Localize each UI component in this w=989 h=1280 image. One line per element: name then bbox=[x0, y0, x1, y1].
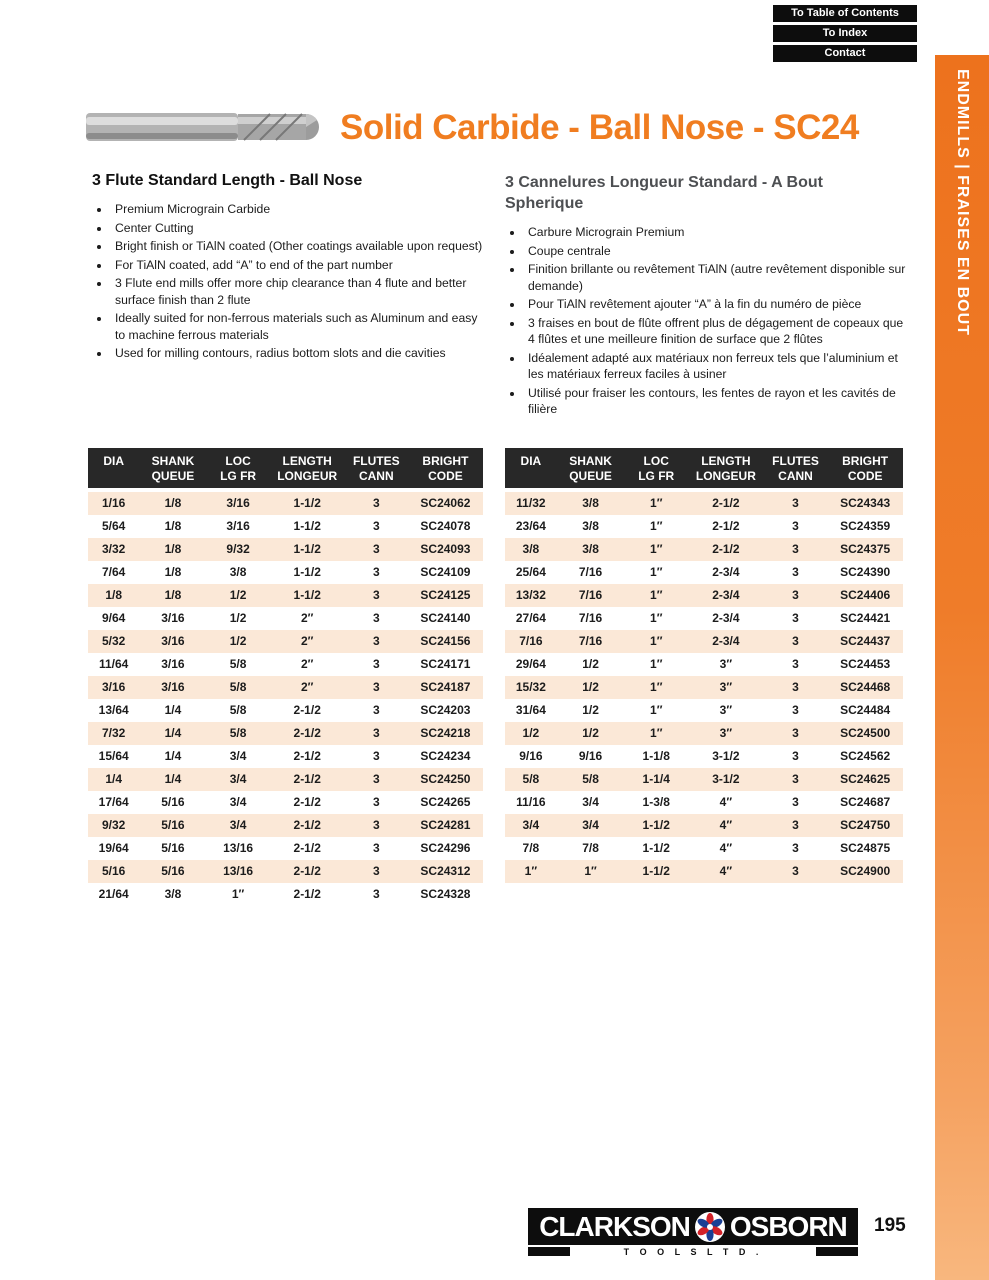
spec-table-left bbox=[88, 448, 483, 906]
table-cell: 7/16 bbox=[578, 611, 603, 625]
table-cell: SC24234 bbox=[420, 749, 471, 763]
table-cell: 1/8 bbox=[164, 496, 182, 510]
table-cell: 27/64 bbox=[515, 611, 546, 625]
table-cell: 4″ bbox=[719, 864, 733, 878]
table-cell: 1/2 bbox=[582, 703, 599, 717]
table-cell: 3 bbox=[372, 496, 380, 510]
table-cell: 1/8 bbox=[105, 588, 123, 602]
table-cell: 1/4 bbox=[164, 726, 182, 740]
table-cell: SC24359 bbox=[840, 519, 891, 533]
table-cell: 2″ bbox=[300, 634, 314, 648]
bullet-item: • Ideally suited for non-ferrous materials such as Aluminum and easy to machine ferrous materials bbox=[111, 310, 484, 343]
table-cell: 1″ bbox=[650, 565, 663, 579]
table-cell: SC24062 bbox=[420, 496, 471, 510]
table-cell: 2-1/2 bbox=[293, 726, 321, 740]
table-cell: SC24125 bbox=[420, 588, 471, 602]
table-cell: 1/2 bbox=[582, 726, 599, 740]
table-row bbox=[505, 722, 903, 745]
table-cell: SC24281 bbox=[420, 818, 471, 832]
table-cell: 5/16 bbox=[161, 795, 185, 809]
table-cell: SC24625 bbox=[840, 772, 891, 786]
table-row bbox=[505, 538, 903, 561]
table-row bbox=[505, 607, 903, 630]
table-cell: 2″ bbox=[300, 680, 314, 694]
table-cell: SC24375 bbox=[840, 542, 891, 556]
table-row bbox=[505, 492, 903, 515]
table-row bbox=[88, 630, 483, 653]
brand-logo-subline bbox=[528, 1245, 858, 1258]
pinwheel-logo-icon bbox=[694, 1211, 726, 1243]
table-row bbox=[88, 653, 483, 676]
table-cell: 1/4 bbox=[164, 703, 182, 717]
table-cell: 9/16 bbox=[519, 749, 543, 763]
table-cell: 1″ bbox=[584, 864, 597, 878]
table-cell: 2-3/4 bbox=[712, 634, 740, 648]
table-cell: 3/4 bbox=[229, 818, 247, 832]
table-row bbox=[88, 515, 483, 538]
table-cell: 4″ bbox=[719, 795, 733, 809]
table-cell: 11/64 bbox=[98, 657, 129, 671]
table-cell: 3 bbox=[792, 496, 799, 510]
table-cell: 3 bbox=[792, 726, 799, 740]
table-cell: 31/64 bbox=[515, 703, 546, 717]
table-cell: 3 bbox=[792, 565, 799, 579]
table-cell: 3″ bbox=[719, 657, 733, 671]
table-row bbox=[505, 837, 903, 860]
table-cell: 5/16 bbox=[101, 864, 126, 878]
table-row bbox=[88, 561, 483, 584]
table-header-row bbox=[505, 448, 903, 488]
table-cell: 3 bbox=[372, 519, 380, 533]
table-cell: 3/4 bbox=[229, 749, 247, 763]
table-cell: 1-1/8 bbox=[642, 749, 670, 763]
table-cell: 1-1/2 bbox=[293, 519, 321, 533]
table-cell: SC24203 bbox=[420, 703, 471, 717]
table-cell: 3/8 bbox=[522, 542, 540, 556]
table-cell: SC24437 bbox=[840, 634, 891, 648]
endmill-image bbox=[84, 100, 332, 156]
column-header: BRIGHT CODE bbox=[842, 454, 889, 483]
logo-end-cap-left bbox=[528, 1247, 570, 1256]
table-cell: SC24218 bbox=[420, 726, 471, 740]
table-cell: SC24296 bbox=[420, 841, 471, 855]
table-cell: 1″ bbox=[231, 887, 245, 901]
table-cell: 1/4 bbox=[164, 749, 182, 763]
table-row bbox=[88, 745, 483, 768]
table-cell: 3 bbox=[792, 519, 799, 533]
table-cell: 1″ bbox=[650, 588, 663, 602]
table-row bbox=[88, 676, 483, 699]
table-cell: 2-1/2 bbox=[293, 772, 321, 786]
table-cell: 1-1/2 bbox=[642, 841, 670, 855]
table-row bbox=[88, 883, 483, 906]
table-cell: 5/8 bbox=[229, 680, 247, 694]
table-row bbox=[88, 722, 483, 745]
nav-buttons bbox=[773, 5, 917, 65]
table-cell: 3/16 bbox=[161, 680, 185, 694]
contact-button[interactable]: Contact bbox=[773, 45, 917, 62]
table-cell: 1″ bbox=[650, 542, 663, 556]
brand-tools-ltd-label: T O O L S L T D . bbox=[623, 1246, 763, 1257]
table-cell: 1″ bbox=[650, 634, 663, 648]
table-cell: 3 bbox=[372, 795, 380, 809]
table-cell: 7/64 bbox=[101, 565, 126, 579]
table-cell: 3 bbox=[372, 634, 380, 648]
table-cell: 4″ bbox=[719, 841, 733, 855]
table-cell: 1″ bbox=[650, 657, 663, 671]
table-cell: SC24750 bbox=[840, 818, 891, 832]
table-cell: 11/16 bbox=[516, 795, 546, 809]
spec-table-right bbox=[505, 448, 903, 883]
english-section-heading: 3 Flute Standard Length - Ball Nose bbox=[92, 172, 363, 189]
table-cell: 7/16 bbox=[578, 588, 603, 602]
table-cell: 3 bbox=[792, 749, 799, 763]
table-cell: 3 bbox=[372, 749, 380, 763]
table-cell: SC24875 bbox=[840, 841, 891, 855]
table-cell: 1/16 bbox=[101, 496, 126, 510]
page-number: 195 bbox=[874, 1215, 906, 1236]
table-cell: SC24421 bbox=[840, 611, 891, 625]
table-cell: 7/16 bbox=[519, 634, 543, 648]
table-cell: 3/4 bbox=[582, 795, 599, 809]
bullet-item: • Premium Micrograin Carbide bbox=[111, 201, 484, 218]
table-row bbox=[88, 584, 483, 607]
table-cell: 1-1/2 bbox=[293, 565, 321, 579]
column-header: SHANK QUEUE bbox=[569, 454, 612, 483]
table-cell: 29/64 bbox=[515, 657, 546, 671]
table-row bbox=[88, 814, 483, 837]
table-cell: 7/16 bbox=[578, 565, 603, 579]
table-cell: 3/8 bbox=[582, 542, 599, 556]
table-row bbox=[505, 860, 903, 883]
table-cell: 3″ bbox=[719, 726, 733, 740]
table-cell: 1″ bbox=[650, 611, 663, 625]
table-cell: 2-1/2 bbox=[293, 703, 321, 717]
table-cell: 13/16 bbox=[223, 864, 254, 878]
table-cell: 3/16 bbox=[226, 519, 250, 533]
section-side-tab-label: ENDMILLS | FRAISES EN BOUT bbox=[954, 69, 971, 336]
table-cell: 1-1/2 bbox=[642, 864, 670, 878]
table-cell: 1/8 bbox=[164, 519, 182, 533]
brand-logo bbox=[528, 1208, 858, 1258]
table-cell: SC24468 bbox=[840, 680, 891, 694]
bullet-item: • Utilisé pour fraiser les contours, les fentes de rayon et les cavités de filière bbox=[524, 385, 907, 418]
table-cell: SC24187 bbox=[420, 680, 471, 694]
table-cell: 1/8 bbox=[164, 588, 182, 602]
table-cell: SC24250 bbox=[420, 772, 471, 786]
table-header-row bbox=[88, 448, 483, 488]
table-cell: 23/64 bbox=[515, 519, 546, 533]
table-cell: 1-1/2 bbox=[642, 818, 670, 832]
table-cell: 3/32 bbox=[101, 542, 126, 556]
table-cell: 7/16 bbox=[578, 634, 603, 648]
table-cell: 1/8 bbox=[164, 565, 182, 579]
table-cell: 1/2 bbox=[582, 657, 599, 671]
column-header: LENGTH LONGEUR bbox=[695, 454, 756, 483]
table-cell: 3/16 bbox=[226, 496, 250, 510]
table-body bbox=[88, 492, 483, 906]
table-cell: SC24484 bbox=[840, 703, 891, 717]
table-cell: 2″ bbox=[300, 611, 314, 625]
table-cell: 1″ bbox=[650, 680, 663, 694]
table-cell: SC24265 bbox=[420, 795, 471, 809]
table-cell: 5/8 bbox=[229, 657, 247, 671]
table-cell: 3/16 bbox=[161, 634, 185, 648]
table-row bbox=[505, 561, 903, 584]
table-cell: SC24171 bbox=[420, 657, 471, 671]
table-cell: 3 bbox=[792, 772, 799, 786]
table-cell: 3 bbox=[372, 657, 380, 671]
table-row bbox=[88, 699, 483, 722]
table-row bbox=[505, 699, 903, 722]
table-cell: 4″ bbox=[719, 818, 733, 832]
table-cell: SC24328 bbox=[420, 887, 471, 901]
french-section-heading: 3 Cannelures Longueur Standard - A Bout Spherique bbox=[505, 174, 823, 212]
table-row bbox=[88, 860, 483, 883]
table-cell: 15/64 bbox=[98, 749, 129, 763]
table-cell: 2-3/4 bbox=[712, 611, 740, 625]
table-cell: 3 bbox=[792, 657, 799, 671]
english-bullet-list bbox=[96, 201, 484, 364]
table-cell: 3/8 bbox=[582, 519, 599, 533]
table-cell: SC24390 bbox=[840, 565, 891, 579]
table-cell: 5/8 bbox=[582, 772, 599, 786]
table-cell: 17/64 bbox=[98, 795, 129, 809]
table-cell: 3/4 bbox=[582, 818, 599, 832]
table-cell: 3/4 bbox=[229, 795, 247, 809]
table-cell: 3/8 bbox=[582, 496, 599, 510]
to-index-button[interactable]: To Index bbox=[773, 25, 917, 42]
table-cell: 2-3/4 bbox=[712, 588, 740, 602]
table-cell: 3-1/2 bbox=[712, 772, 740, 786]
table-cell: 5/16 bbox=[161, 818, 185, 832]
table-cell: 3 bbox=[372, 864, 380, 878]
table-row bbox=[505, 676, 903, 699]
table-cell: 5/64 bbox=[101, 519, 126, 533]
table-cell: 2-1/2 bbox=[712, 519, 740, 533]
table-cell: 1-1/2 bbox=[293, 542, 321, 556]
table-cell: 3 bbox=[372, 818, 380, 832]
table-cell: SC24109 bbox=[420, 565, 471, 579]
table-cell: 2-1/2 bbox=[712, 542, 740, 556]
table-cell: 9/32 bbox=[226, 542, 250, 556]
table-cell: 1/4 bbox=[164, 772, 182, 786]
table-cell: 2-1/2 bbox=[712, 496, 740, 510]
table-row bbox=[88, 492, 483, 515]
table-cell: 3/16 bbox=[161, 657, 185, 671]
table-cell: 2-1/2 bbox=[293, 841, 321, 855]
table-cell: 3/16 bbox=[101, 680, 126, 694]
table-row bbox=[505, 745, 903, 768]
table-cell: 25/64 bbox=[515, 565, 546, 579]
table-cell: 3″ bbox=[719, 680, 733, 694]
table-cell: 2-1/2 bbox=[293, 887, 321, 901]
table-cell: 1″ bbox=[650, 726, 663, 740]
bullet-item: • Finition brillante ou revêtement TiAlN (autre revêtement disponible sur demande) bbox=[524, 261, 907, 294]
table-cell: 1/8 bbox=[164, 542, 182, 556]
table-cell: SC24900 bbox=[840, 864, 891, 878]
table-cell: 9/64 bbox=[101, 611, 126, 625]
table-cell: 21/64 bbox=[98, 887, 129, 901]
table-cell: SC24312 bbox=[420, 864, 471, 878]
table-cell: 3 bbox=[372, 887, 380, 901]
table-cell: SC24453 bbox=[840, 657, 891, 671]
table-cell: 3/8 bbox=[229, 565, 247, 579]
table-cell: 1-1/4 bbox=[642, 772, 670, 786]
page-title: Solid Carbide - Ball Nose - SC24 bbox=[340, 108, 859, 147]
table-cell: 3/4 bbox=[522, 818, 540, 832]
table-cell: 3 bbox=[372, 703, 380, 717]
table-cell: 3 bbox=[372, 841, 380, 855]
table-row bbox=[88, 791, 483, 814]
table-cell: 1″ bbox=[650, 519, 663, 533]
table-cell: 1″ bbox=[650, 496, 663, 510]
table-cell: SC24406 bbox=[840, 588, 891, 602]
table-cell: 3-1/2 bbox=[712, 749, 740, 763]
table-body bbox=[505, 492, 903, 883]
table-cell: 3 bbox=[372, 588, 380, 602]
column-header: DIA bbox=[520, 454, 542, 468]
table-row bbox=[88, 538, 483, 561]
table-cell: 5/8 bbox=[522, 772, 540, 786]
table-cell: SC24156 bbox=[420, 634, 471, 648]
table-cell: 1″ bbox=[524, 864, 538, 878]
table-cell: 11/32 bbox=[516, 496, 546, 510]
table-cell: 3 bbox=[792, 680, 799, 694]
column-header: SHANK QUEUE bbox=[151, 454, 195, 483]
table-cell: 1/2 bbox=[522, 726, 540, 740]
brand-name-clarkson: CLARKSON bbox=[539, 1210, 690, 1242]
table-cell: 1-1/2 bbox=[293, 496, 321, 510]
table-cell: SC24500 bbox=[840, 726, 891, 740]
bullet-item: • Pour TiAlN revêtement ajouter “A” à la fin du numéro de pièce bbox=[524, 296, 907, 313]
section-side-tab bbox=[935, 55, 989, 1280]
table-cell: 1-1/2 bbox=[293, 588, 321, 602]
table-cell: 2″ bbox=[300, 657, 314, 671]
table-cell: 1/2 bbox=[582, 680, 599, 694]
table-row bbox=[505, 814, 903, 837]
logo-end-cap-right bbox=[816, 1247, 858, 1256]
column-header: DIA bbox=[103, 454, 124, 468]
table-row bbox=[505, 515, 903, 538]
table-cell: 9/16 bbox=[578, 749, 603, 763]
table-cell: SC24562 bbox=[840, 749, 891, 763]
table-cell: 15/32 bbox=[515, 680, 546, 694]
table-cell: 3 bbox=[372, 726, 380, 740]
table-cell: 3″ bbox=[719, 703, 733, 717]
column-header: FLUTES CANN bbox=[352, 454, 400, 483]
table-cell: 1/2 bbox=[229, 611, 247, 625]
brand-name-osborn: OSBORN bbox=[729, 1210, 847, 1242]
table-cell: 5/16 bbox=[161, 841, 185, 855]
bullet-item: • Bright finish or TiAlN coated (Other coatings available upon request) bbox=[111, 238, 484, 255]
bullet-item: • 3 fraises en bout de flûte offrent plus de dégagement de copeaux que 4 flûtes et une meilleure finition de surface que 2 flûtes bbox=[524, 315, 907, 348]
table-cell: 3/8 bbox=[164, 887, 182, 901]
table-cell: 1/2 bbox=[229, 588, 247, 602]
table-cell: 3 bbox=[792, 634, 799, 648]
bullet-item: • Idéalement adapté aux matériaux non ferreux tels que l’aluminium et les matériaux ferreux faciles à usiner bbox=[524, 350, 907, 383]
table-cell: 3 bbox=[372, 565, 380, 579]
table-cell: SC24078 bbox=[420, 519, 471, 533]
table-cell: SC24093 bbox=[420, 542, 471, 556]
bullet-item: • Coupe centrale bbox=[524, 243, 907, 260]
table-row bbox=[505, 584, 903, 607]
table-cell: 2-3/4 bbox=[712, 565, 740, 579]
column-header: LOC LG FR bbox=[638, 454, 675, 483]
table-cell: SC24140 bbox=[420, 611, 471, 625]
french-bullet-list bbox=[509, 224, 907, 420]
table-cell: 1/2 bbox=[229, 634, 247, 648]
table-cell: 19/64 bbox=[98, 841, 129, 855]
table-cell: 7/8 bbox=[582, 841, 599, 855]
table-cell: 7/8 bbox=[522, 841, 540, 855]
table-cell: 5/32 bbox=[101, 634, 126, 648]
table-cell: 3 bbox=[372, 680, 380, 694]
table-cell: 3 bbox=[372, 611, 380, 625]
table-cell: 3 bbox=[792, 864, 799, 878]
table-cell: 2-1/2 bbox=[293, 818, 321, 832]
table-cell: 3 bbox=[792, 542, 799, 556]
table-cell: 3 bbox=[792, 841, 799, 855]
brand-logo-bar bbox=[528, 1208, 858, 1245]
bullet-item: • Carbure Micrograin Premium bbox=[524, 224, 907, 241]
column-header: BRIGHT CODE bbox=[422, 454, 469, 483]
table-row bbox=[88, 607, 483, 630]
table-row bbox=[505, 653, 903, 676]
table-cell: 3 bbox=[792, 795, 799, 809]
table-row bbox=[505, 630, 903, 653]
table-cell: SC24343 bbox=[840, 496, 891, 510]
table-row bbox=[88, 768, 483, 791]
column-header: LOC LG FR bbox=[220, 454, 257, 483]
table-cell: 1-3/8 bbox=[642, 795, 670, 809]
bullet-item: • 3 Flute end mills offer more chip clearance than 4 flute and better surface finish than 2 flute bbox=[111, 275, 484, 308]
table-row bbox=[505, 768, 903, 791]
table-cell: 3 bbox=[372, 542, 380, 556]
column-header: FLUTES CANN bbox=[772, 454, 819, 483]
table-cell: 3 bbox=[792, 588, 799, 602]
table-cell: 1″ bbox=[650, 703, 663, 717]
table-cell: 3 bbox=[792, 611, 799, 625]
table-cell: 5/8 bbox=[229, 703, 247, 717]
bullet-item: • For TiAlN coated, add “A” to end of the part number bbox=[111, 257, 484, 274]
table-cell: 3/4 bbox=[229, 772, 247, 786]
table-cell: 13/32 bbox=[515, 588, 546, 602]
table-cell: 5/8 bbox=[229, 726, 247, 740]
bullet-item: • Center Cutting bbox=[111, 220, 484, 237]
table-cell: 3 bbox=[372, 772, 380, 786]
table-cell: SC24687 bbox=[840, 795, 891, 809]
table-cell: 1/4 bbox=[105, 772, 123, 786]
table-cell: 3 bbox=[792, 703, 799, 717]
table-row bbox=[88, 837, 483, 860]
table-cell: 2-1/2 bbox=[293, 749, 321, 763]
bullet-item: • Used for milling contours, radius bottom slots and die cavities bbox=[111, 345, 484, 362]
table-cell: 3 bbox=[792, 818, 799, 832]
table-cell: 13/64 bbox=[98, 703, 129, 717]
column-header: LENGTH LONGEUR bbox=[277, 454, 338, 483]
table-cell: 2-1/2 bbox=[293, 864, 321, 878]
table-cell: 9/32 bbox=[101, 818, 126, 832]
table-cell: 5/16 bbox=[161, 864, 185, 878]
table-cell: 3/16 bbox=[161, 611, 185, 625]
table-cell: 7/32 bbox=[101, 726, 126, 740]
table-row bbox=[505, 791, 903, 814]
table-cell: 13/16 bbox=[223, 841, 254, 855]
to-table-of-contents-button[interactable]: To Table of Contents bbox=[773, 5, 917, 22]
table-cell: 2-1/2 bbox=[293, 795, 321, 809]
